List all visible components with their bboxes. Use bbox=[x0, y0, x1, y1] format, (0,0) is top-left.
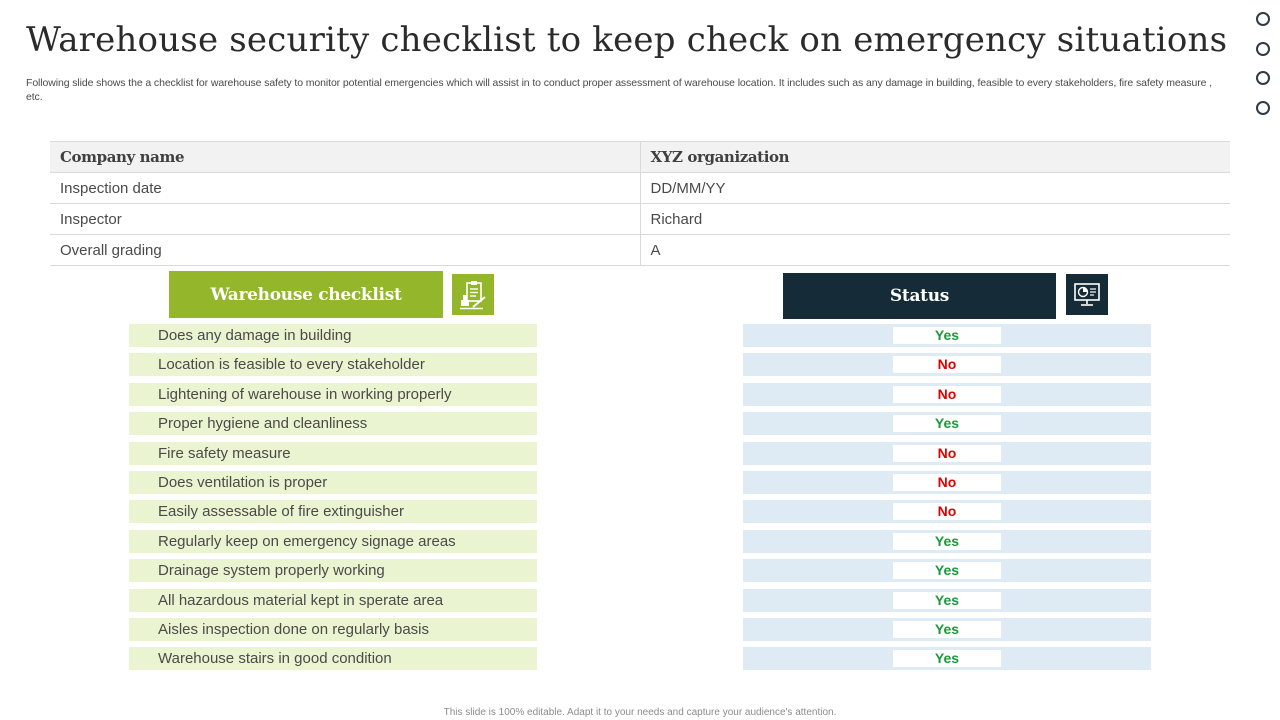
status-row bbox=[743, 589, 1151, 612]
checklist-item: Easily assessable of fire extinguisher bbox=[129, 500, 537, 523]
inspection-info-table bbox=[50, 141, 1230, 266]
status-items bbox=[743, 324, 1151, 677]
status-row bbox=[743, 559, 1151, 582]
checklist-header: Warehouse checklist bbox=[169, 271, 443, 318]
status-value: Yes bbox=[893, 650, 1001, 667]
checklist-item: All hazardous material kept in sperate area bbox=[129, 589, 537, 612]
checklist-item: Location is feasible to every stakeholder bbox=[129, 353, 537, 376]
status-row bbox=[743, 618, 1151, 641]
clipboard-checklist-icon bbox=[452, 274, 494, 315]
status-row bbox=[743, 442, 1151, 465]
status-value: No bbox=[893, 503, 1001, 520]
info-value: XYZ organization bbox=[640, 142, 1230, 173]
checklist-item: Regularly keep on emergency signage areas bbox=[129, 530, 537, 553]
footer-note: This slide is 100% editable. Adapt it to your needs and capture your audience's attention. bbox=[443, 707, 837, 718]
status-value: No bbox=[893, 474, 1001, 491]
info-label: Overall grading bbox=[50, 235, 640, 266]
checklist-item: Does ventilation is proper bbox=[129, 471, 537, 494]
monitor-chart-icon bbox=[1066, 274, 1108, 315]
status-row bbox=[743, 412, 1151, 435]
status-row bbox=[743, 500, 1151, 523]
nav-dot-icon[interactable] bbox=[1256, 101, 1270, 115]
info-row-inspector bbox=[50, 204, 1230, 235]
info-row-inspection-date bbox=[50, 173, 1230, 204]
status-value: No bbox=[893, 386, 1001, 403]
checklist-item: Warehouse stairs in good condition bbox=[129, 647, 537, 670]
checklist-item: Drainage system properly working bbox=[129, 559, 537, 582]
slide-nav-dots bbox=[1256, 12, 1270, 130]
info-label: Inspector bbox=[50, 204, 640, 235]
status-row bbox=[743, 647, 1151, 670]
status-value: Yes bbox=[893, 621, 1001, 638]
status-row bbox=[743, 471, 1151, 494]
info-value: Richard bbox=[640, 204, 1230, 235]
checklist-item: Proper hygiene and cleanliness bbox=[129, 412, 537, 435]
status-header: Status bbox=[783, 273, 1056, 319]
info-value: DD/MM/YY bbox=[640, 173, 1230, 204]
status-value: Yes bbox=[893, 592, 1001, 609]
info-row-overall-grading bbox=[50, 235, 1230, 266]
info-value: A bbox=[640, 235, 1230, 266]
checklist-item: Does any damage in building bbox=[129, 324, 537, 347]
status-row bbox=[743, 530, 1151, 553]
page-subtitle: Following slide shows the a checklist for warehouse safety to monitor potential emergencies which will assist in to conduct proper assessment of warehouse location. It includes such as any damage in building, feasible to every stakeholders, fire safety measure , etc. bbox=[26, 77, 1213, 103]
status-row bbox=[743, 353, 1151, 376]
checklist-items bbox=[129, 324, 537, 677]
page-title: Warehouse security checklist to keep check on emergency situations bbox=[26, 20, 1228, 60]
status-value: No bbox=[893, 445, 1001, 462]
checklist-item: Lightening of warehouse in working properly bbox=[129, 383, 537, 406]
status-row bbox=[743, 383, 1151, 406]
checklist-item: Fire safety measure bbox=[129, 442, 537, 465]
status-value: Yes bbox=[893, 415, 1001, 432]
info-label: Inspection date bbox=[50, 173, 640, 204]
status-value: Yes bbox=[893, 327, 1001, 344]
nav-dot-icon[interactable] bbox=[1256, 71, 1270, 85]
checklist-item: Aisles inspection done on regularly basis bbox=[129, 618, 537, 641]
status-value: No bbox=[893, 356, 1001, 373]
status-row bbox=[743, 324, 1151, 347]
info-row-company bbox=[50, 142, 1230, 173]
status-value: Yes bbox=[893, 533, 1001, 550]
nav-dot-icon[interactable] bbox=[1256, 12, 1270, 26]
info-label: Company name bbox=[50, 142, 640, 173]
nav-dot-icon[interactable] bbox=[1256, 42, 1270, 56]
status-value: Yes bbox=[893, 562, 1001, 579]
